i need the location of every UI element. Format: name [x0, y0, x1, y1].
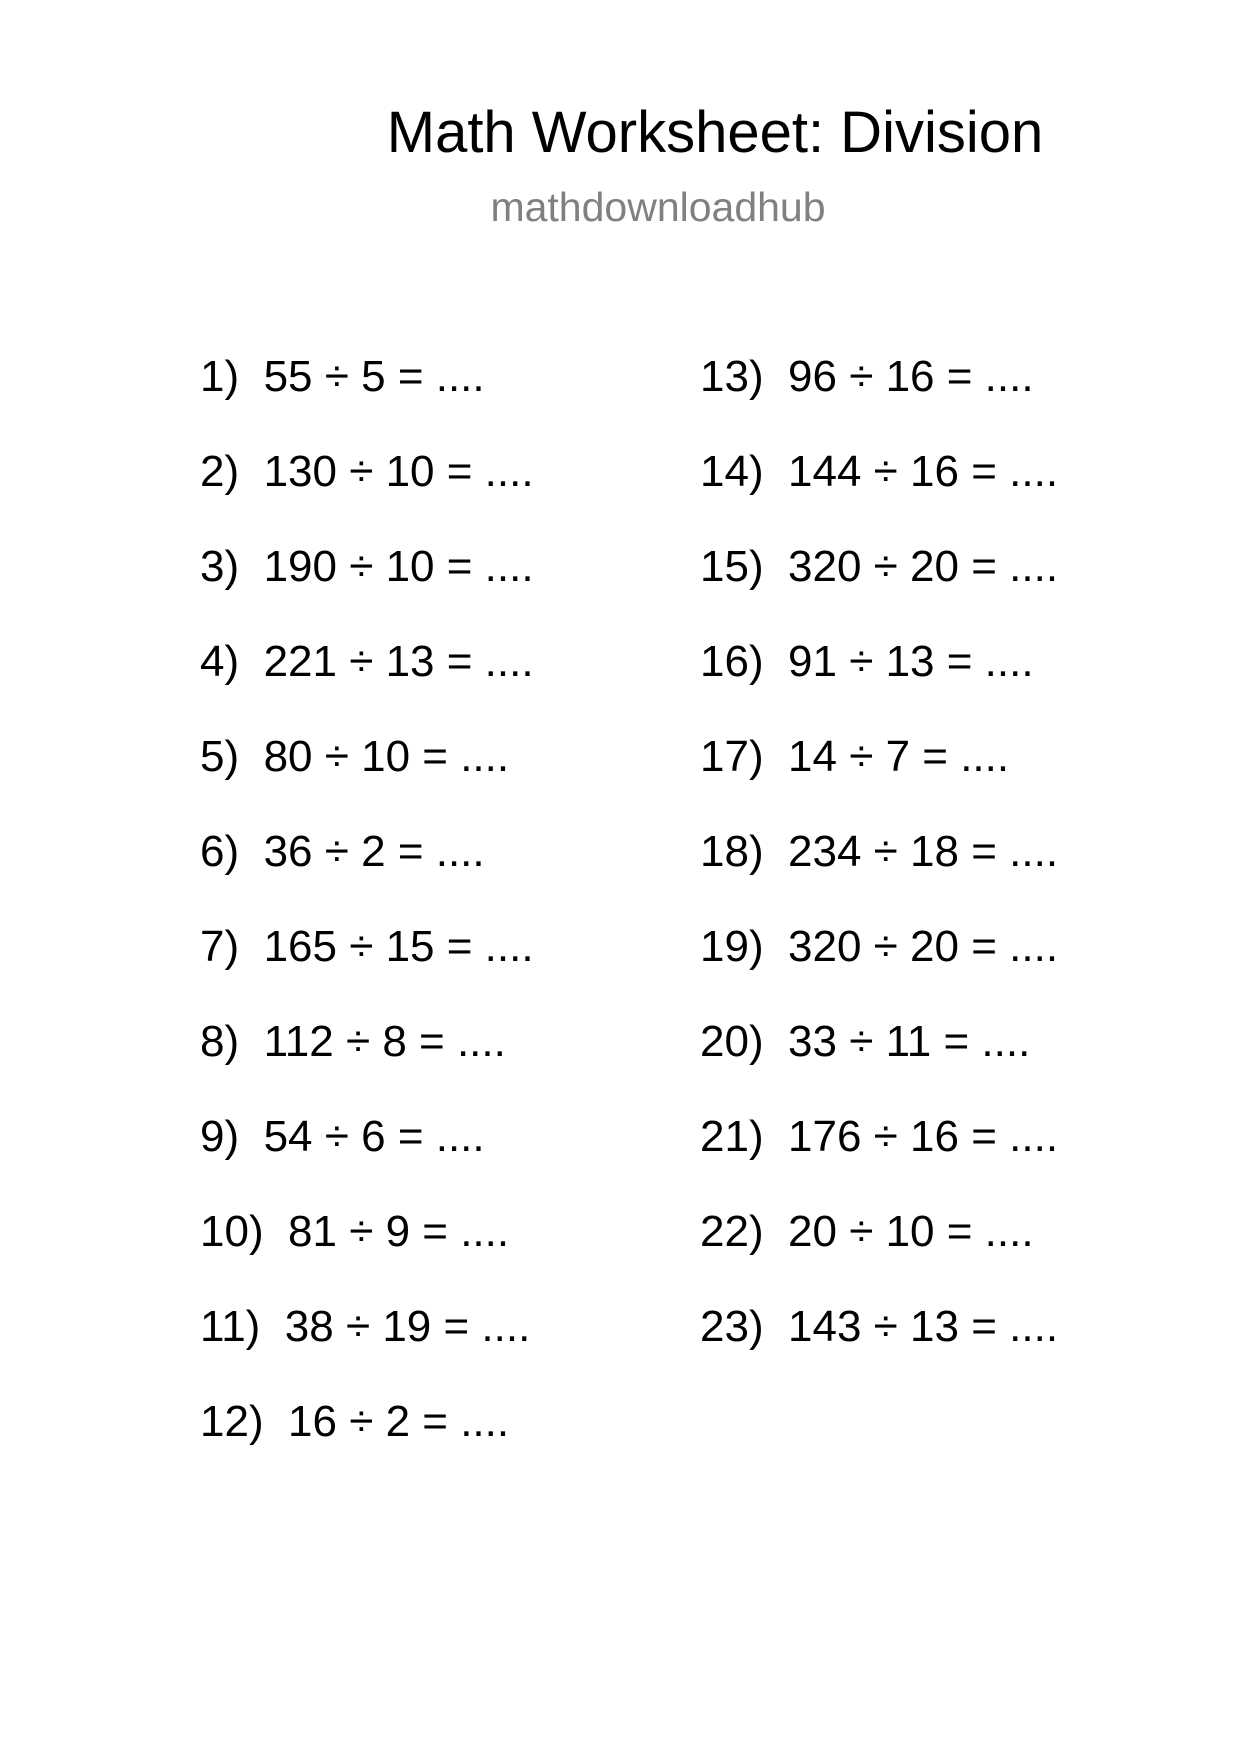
- problem-number: 22): [700, 1207, 764, 1256]
- problem-number: 23): [700, 1302, 764, 1351]
- problem-expression: 112 ÷ 8 = ....: [263, 1017, 506, 1066]
- problem-expression: 81 ÷ 9 = ....: [288, 1207, 510, 1256]
- problem-item: [700, 1112, 1058, 1207]
- problem-item: [200, 637, 534, 732]
- problem-item: [700, 447, 1058, 542]
- problem-number: 14): [700, 447, 764, 496]
- problem-item: [200, 1302, 534, 1397]
- problem-expression: 96 ÷ 16 = ....: [788, 352, 1034, 401]
- problem-number: 13): [700, 352, 764, 401]
- problem-number: 2): [200, 447, 240, 496]
- problem-number: 7): [200, 922, 240, 971]
- page-title: Math Worksheet: Division: [386, 100, 1044, 165]
- problem-number: 18): [700, 827, 764, 876]
- problem-expression: 176 ÷ 16 = ....: [788, 1112, 1059, 1161]
- problem-number: 4): [200, 637, 240, 686]
- problem-expression: 38 ÷ 19 = ....: [284, 1302, 531, 1351]
- problem-number: 11): [200, 1302, 261, 1351]
- problem-item: [700, 1207, 1058, 1302]
- problem-item: [200, 1207, 534, 1302]
- problem-number: 15): [700, 542, 764, 591]
- problem-item: [200, 732, 534, 827]
- problem-number: 20): [700, 1017, 764, 1066]
- problem-item: [700, 352, 1058, 447]
- problem-item: [200, 922, 534, 1017]
- problem-expression: 55 ÷ 5 = ....: [263, 352, 485, 401]
- problem-expression: 130 ÷ 10 = ....: [263, 447, 534, 496]
- problem-column-left: [200, 352, 534, 1492]
- problem-expression: 190 ÷ 10 = ....: [263, 542, 534, 591]
- problem-number: 19): [700, 922, 764, 971]
- problem-expression: 54 ÷ 6 = ....: [263, 1112, 485, 1161]
- problem-item: [200, 447, 534, 542]
- problem-number: 10): [200, 1207, 264, 1256]
- problem-number: 12): [200, 1397, 264, 1446]
- problem-number: 3): [200, 542, 240, 591]
- problem-expression: 33 ÷ 11 = ....: [788, 1017, 1031, 1066]
- problem-expression: 221 ÷ 13 = ....: [263, 637, 534, 686]
- problem-number: 21): [700, 1112, 764, 1161]
- problem-item: [200, 352, 534, 447]
- problem-expression: 14 ÷ 7 = ....: [788, 732, 1010, 781]
- problem-expression: 143 ÷ 13 = ....: [788, 1302, 1059, 1351]
- problem-number: 5): [200, 732, 240, 781]
- problem-item: [200, 1112, 534, 1207]
- problem-expression: 234 ÷ 18 = ....: [788, 827, 1059, 876]
- problem-item: [700, 827, 1058, 922]
- problem-item: [700, 1302, 1058, 1397]
- problem-expression: 80 ÷ 10 = ....: [263, 732, 510, 781]
- problem-number: 8): [200, 1017, 240, 1066]
- problem-item: [700, 637, 1058, 732]
- problem-expression: 165 ÷ 15 = ....: [263, 922, 534, 971]
- problem-column-right: [700, 352, 1058, 1397]
- problem-number: 16): [700, 637, 764, 686]
- problem-expression: 36 ÷ 2 = ....: [263, 827, 485, 876]
- problem-number: 9): [200, 1112, 240, 1161]
- problem-item: [700, 922, 1058, 1017]
- problem-expression: 144 ÷ 16 = ....: [788, 447, 1059, 496]
- problem-item: [700, 542, 1058, 637]
- problem-item: [200, 1397, 534, 1492]
- problem-item: [200, 542, 534, 637]
- problem-item: [700, 1017, 1058, 1112]
- problem-item: [200, 1017, 534, 1112]
- problem-expression: 320 ÷ 20 = ....: [788, 922, 1059, 971]
- problem-item: [200, 827, 534, 922]
- problem-number: 1): [200, 352, 240, 401]
- page-subtitle: mathdownloadhub: [490, 184, 826, 230]
- problem-expression: 91 ÷ 13 = ....: [788, 637, 1034, 686]
- problem-item: [700, 732, 1058, 827]
- problem-expression: 16 ÷ 2 = ....: [288, 1397, 510, 1446]
- problem-number: 17): [700, 732, 764, 781]
- problem-expression: 20 ÷ 10 = ....: [788, 1207, 1034, 1256]
- problem-number: 6): [200, 827, 240, 876]
- problem-expression: 320 ÷ 20 = ....: [788, 542, 1059, 591]
